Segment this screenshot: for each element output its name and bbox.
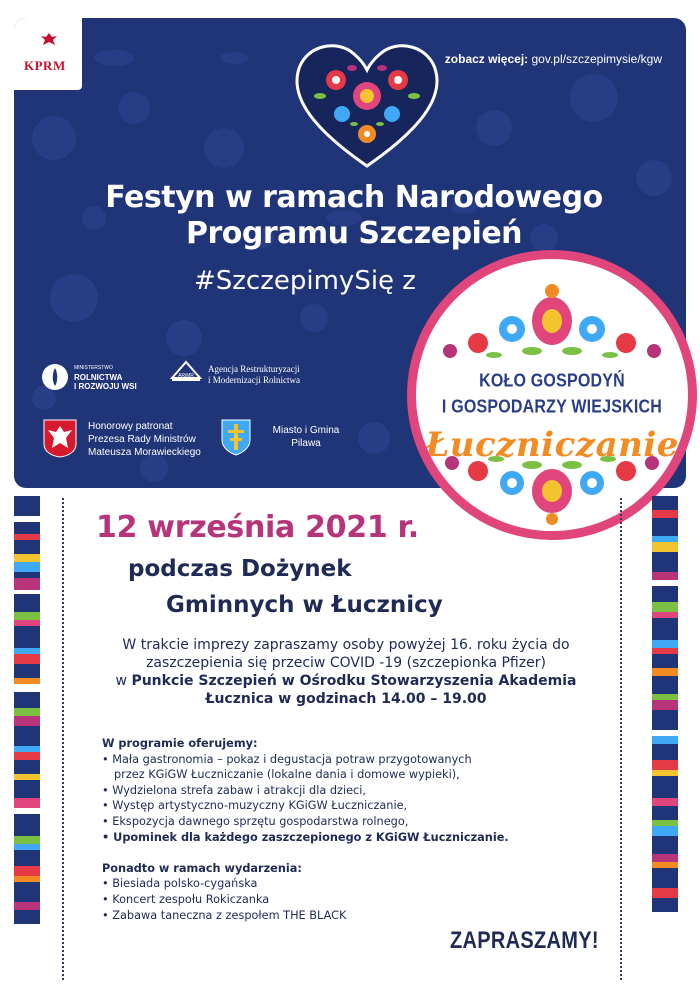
program-item: • Wydzielona strefa zabaw i atrakcji dla dzieci, — [102, 783, 366, 797]
extra-item: • Koncert zespołu Rokiczanka — [102, 892, 270, 906]
intro-paragraph — [86, 636, 606, 708]
occasion-line-1: podczas Dożynek — [128, 556, 352, 582]
invite-text: ZAPRASZAMY! — [450, 927, 599, 955]
headline-line-1: Festyn w ramach Narodowego — [105, 180, 603, 215]
intro-line-1: W trakcie imprezy zapraszamy osoby powyżej 16. roku życia do — [122, 637, 570, 653]
folk-flowers-icon — [416, 259, 688, 531]
ministry-line-2: I ROZWOJU WSI — [74, 382, 137, 391]
headline — [34, 180, 674, 252]
program-item: • Ekspozycja dawnego sprzętu gospodarstwa rolnego, — [102, 814, 409, 828]
hashtag: #SzczepimySię z — [194, 266, 416, 296]
program-item: • Występ artystyczno-muzyczny KGiGW Łuczniczanie, — [102, 799, 408, 813]
arimr-line-1: Agencja Restrukturyzacji — [208, 364, 300, 374]
town-line-1: Miasto i Gmina — [272, 425, 340, 436]
extra-item: • Biesiada polsko-cygańska — [102, 877, 258, 891]
intro-line-3 — [86, 672, 606, 690]
see-more-link[interactable] — [445, 52, 662, 66]
svg-text:ARiMR: ARiMR — [178, 373, 194, 379]
patron-line-2: Prezesa Rady Ministrów — [88, 434, 196, 445]
arimr-line-2: i Modernizacji Rolnictwa — [208, 375, 300, 385]
kprm-logo-text: KPRM — [24, 58, 66, 73]
town-line-2: Pilawa — [291, 438, 321, 449]
folk-heart-icon — [292, 38, 442, 168]
program-heading: W programie oferujemy: — [102, 737, 258, 750]
program-item: • Mała gastronomia – pokaz i degustacja potraw przygotowanych — [102, 752, 472, 766]
headline-line-2: Programu Szczepień — [185, 216, 523, 251]
program-item: • Upominek dla każdego zaszczepionego z KGiGW Łuczniczanie. — [102, 830, 509, 844]
stripe-border-left — [14, 496, 40, 982]
patron-line-3: Mateusza Morawieckiego — [88, 447, 201, 458]
badge-name: Łuczniczanie — [425, 425, 679, 465]
patron-line-1: Honorowy patronat — [88, 421, 173, 432]
stripe-border-right — [652, 496, 678, 982]
program-item: przez KGiGW Łuczniczanie (lokalne dania i domowe wypieki), — [114, 768, 460, 782]
wheat-icon — [42, 364, 68, 390]
badge-line-2: I GOSPODARZY WIEJSKICH — [441, 397, 663, 418]
event-date: 12 września 2021 r. — [96, 510, 419, 545]
ministry-line-1: ROLNICTWA — [74, 373, 123, 382]
dotted-divider-left — [62, 498, 64, 980]
occasion-line-2: Gminnych w Łucznicy — [166, 592, 443, 618]
intro-line-2: zaszczepienia się przeciw COVID -19 (szczepionka Pfizer) — [146, 655, 546, 671]
arimr-icon — [170, 360, 202, 382]
eagle-icon — [40, 32, 58, 46]
extra-heading: Ponadto w ramach wydarzenia: — [102, 861, 302, 875]
badge-line-1: KOŁO GOSPODYŃ — [479, 371, 625, 392]
see-more-label: zobacz więcej: — [444, 52, 529, 66]
extra-item: • Zabawa taneczna z zespołem THE BLACK — [102, 908, 347, 922]
pilawa-crest-icon — [220, 418, 252, 456]
polish-eagle-emblem-icon — [42, 418, 78, 458]
intro-line-3-bold: Punkcie Szczepień w Ośrodku Stowarzyszenia Akademia — [131, 673, 577, 689]
kprm-logo — [14, 18, 82, 90]
ministry-small: MINISTERSTWO — [74, 365, 113, 371]
program-section — [102, 736, 612, 923]
intro-line-4: Łucznica w godzinach 14.00 – 19.00 — [205, 691, 487, 707]
intro-line-3-prefix: w — [115, 673, 132, 689]
dotted-divider-right — [620, 498, 622, 980]
see-more-url[interactable]: gov.pl/szczepimysie/kgw — [531, 52, 662, 66]
